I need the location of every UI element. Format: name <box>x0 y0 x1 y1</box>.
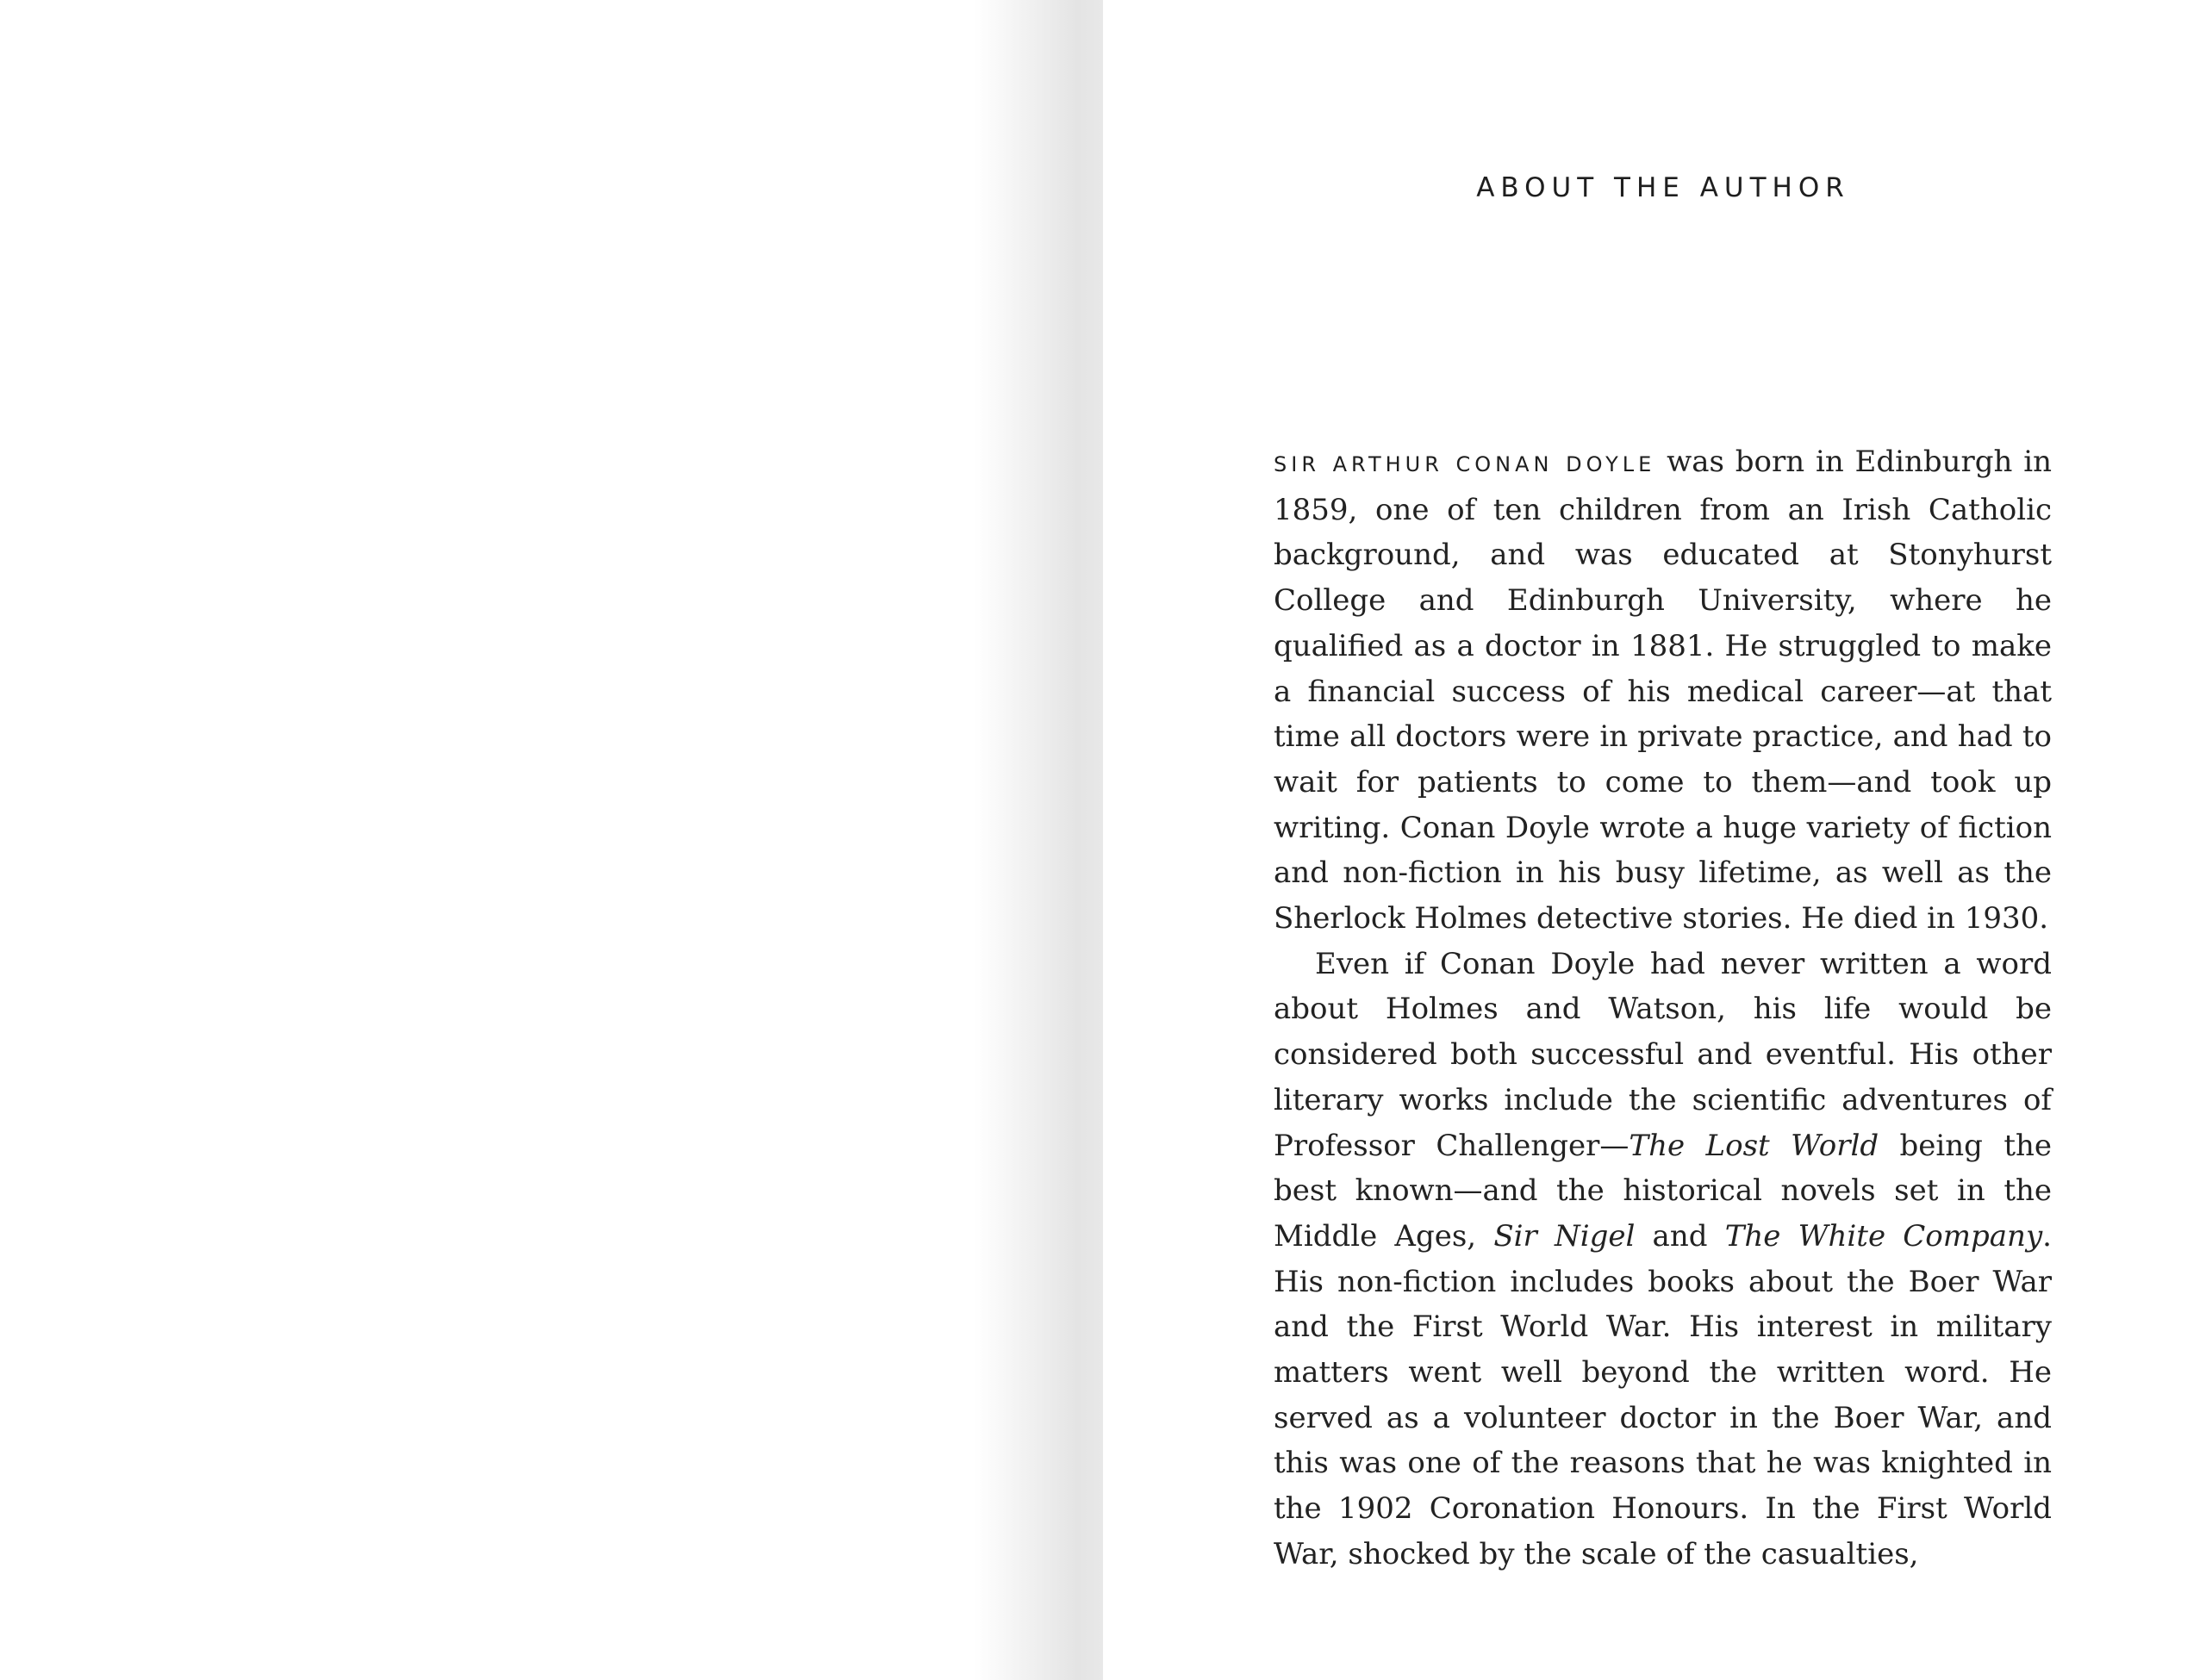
gutter-shadow <box>974 0 1103 1680</box>
page-title: ABOUT THE AUTHOR <box>1476 172 1850 203</box>
book-title-the-lost-world: The Lost World <box>1629 1128 1879 1163</box>
paragraph-1 <box>1274 439 2052 942</box>
body-text <box>1274 439 2052 1577</box>
book-title-the-white-company: The White Company <box>1724 1218 2043 1254</box>
paragraph-2-part-1: Even if Conan Doyle had never written a word about Holmes and Watson, his life would be considered both successful and eventful. His other literary works include the scientific adventures of Professor Challenger— <box>1274 946 2052 1163</box>
book-title-sir-nigel: Sir Nigel <box>1493 1218 1636 1254</box>
paragraph-2-part-4: . His non-fiction includes books about the Boer War and the First World War. His interest in military matters went well beyond the written word. He served as a volunteer doctor in the Boer War, and this was one of the reasons that he was knighted in the 1902 Coronation Honours. In the First World War, shocked by the scale of the casualties, <box>1274 1218 2052 1571</box>
paragraph-1-text: was born in Edinburgh in 1859, one of ten children from an Irish Catholic background, and was educated at Stonyhurst College and Edinburgh University, where he qualified as a doctor in 1881. He struggled to make a financial success of his medical career—at that time all doctors were in private practice, and had to wait for patients to come to them—and took up writing. Conan Doyle wrote a huge variety of fiction and non-fiction in his busy lifetime, as well as the Sherlock Holmes detective stories. He died in 1930. <box>1274 445 2052 936</box>
paragraph-2-part-3: and <box>1635 1218 1725 1254</box>
author-name: SIR ARTHUR CONAN DOYLE <box>1274 452 1656 476</box>
paragraph-2-part-2: being the best known—and the historical novels set in the Middle Ages, <box>1274 1128 2052 1254</box>
paragraph-2 <box>1274 942 2052 1577</box>
